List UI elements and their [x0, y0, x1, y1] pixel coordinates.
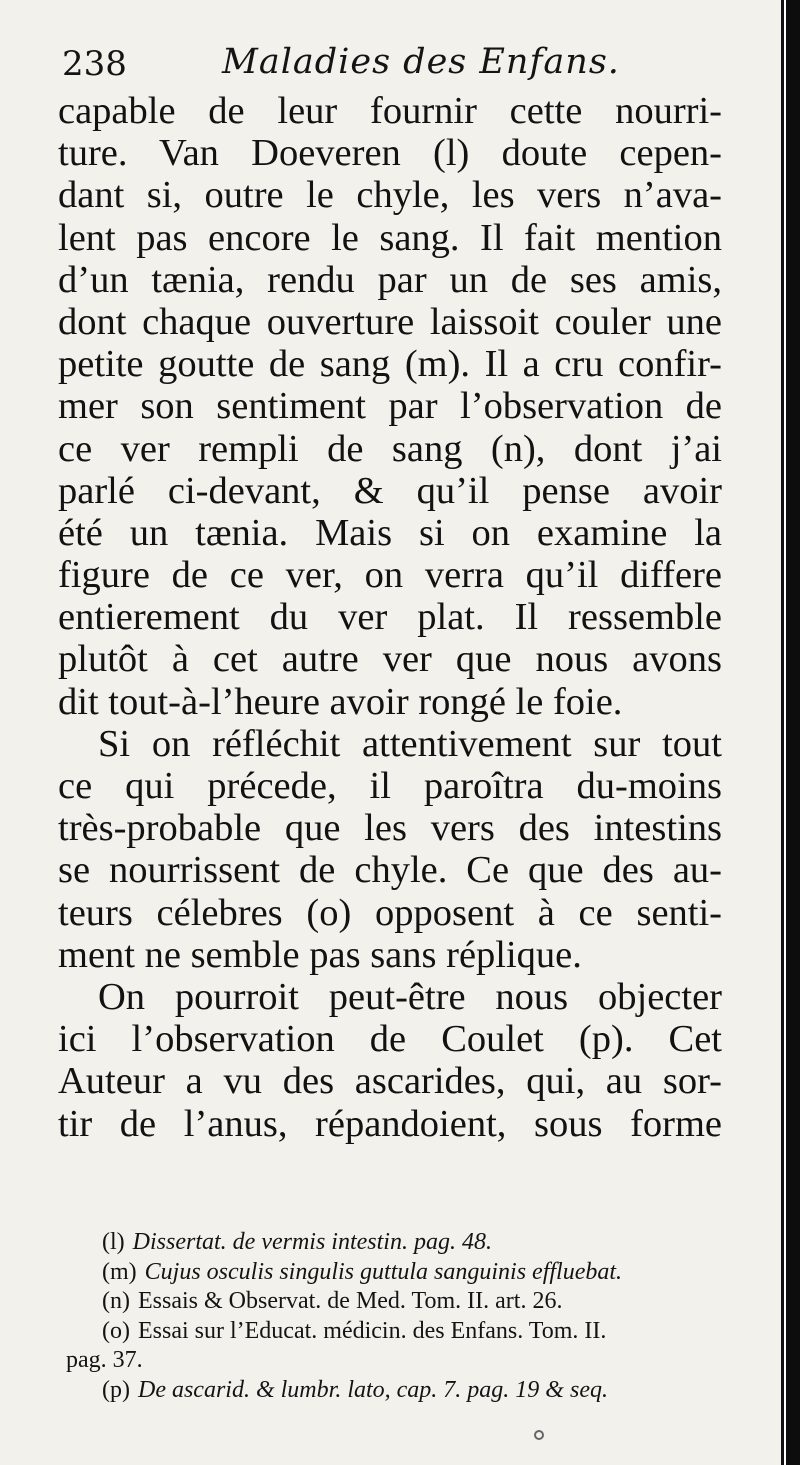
footnote — [58, 1287, 730, 1317]
footnote-text: Essais & Observat. de Med. Tom. II. art. 26. — [137, 1288, 563, 1314]
footnote-marker: (o) — [102, 1317, 130, 1344]
footnote — [58, 1317, 730, 1347]
text-line: Si on réfléchit attentivement sur tout — [98, 722, 722, 765]
footnote — [58, 1376, 730, 1406]
text-line: On pourroit peut-être nous objecter — [98, 975, 722, 1018]
text-line: ment ne semble pas sans réplique. — [58, 933, 582, 976]
ink-mark — [534, 1430, 544, 1440]
footnote — [58, 1258, 730, 1288]
text-line: mer son sentiment par l’observation de — [58, 385, 722, 428]
text-line: dant si, outre le chyle, les vers n’ava- — [58, 174, 722, 217]
text-line: petite goutte de sang (m). Il a cru confir- — [58, 343, 722, 386]
text-line: capable de leur fournir cette nourri- — [58, 90, 722, 132]
text-line: ture. Van Doeveren (l) doute cepen- — [58, 132, 722, 175]
footnotes — [58, 1228, 730, 1405]
footnote-text: Dissertat. de vermis intestin. pag. 48. — [132, 1229, 492, 1255]
text-line: se nourrissent de chyle. Ce que des au- — [58, 849, 722, 892]
text-line: dont chaque ouverture laissoit couler une — [58, 300, 722, 343]
text-line: dit tout-à-l’heure avoir rongé le foie. — [58, 680, 623, 723]
text-line: tir de l’anus, répandoient, sous forme — [58, 1102, 722, 1145]
text-line: été un tænia. Mais si on examine la — [58, 511, 722, 554]
footnote-text: pag. 37. — [66, 1347, 143, 1373]
text-line: ici l’observation de Coulet (p). Cet — [58, 1018, 722, 1061]
text-line: ce ver rempli de sang (n), dont j’ai — [58, 427, 722, 470]
text-line: très-probable que les vers des intestins — [58, 807, 722, 850]
footnote — [58, 1228, 730, 1258]
text-line: parlé ci-devant, & qu’il pense avoir — [58, 469, 722, 512]
page-number: 238 — [62, 44, 127, 84]
footnote-marker: (n) — [102, 1288, 130, 1314]
running-title: Maladies des Enfans. — [222, 42, 620, 82]
text-line: d’un tænia, rendu par un de ses amis, — [58, 258, 722, 301]
footnote-text: Cujus osculis singulis guttula sanguinis effluebat. — [144, 1258, 623, 1285]
footnote-marker: (p) — [102, 1376, 130, 1403]
text-line: teurs célebres (o) opposent à ce senti- — [58, 891, 722, 934]
text-line: lent pas encore le sang. Il fait mention — [58, 216, 722, 259]
text-line: entierement du ver plat. Il ressemble — [58, 596, 722, 639]
body-text — [58, 90, 722, 1145]
footnote-text: De ascarid. & lumbr. lato, cap. 7. pag. 19 & seq. — [137, 1376, 608, 1403]
text-line: figure de ce ver, on verra qu’il differe — [58, 554, 722, 597]
text-line: ce qui précede, il paroîtra du-moins — [58, 765, 722, 807]
footnote-text: Essai sur l’Educat. médicin. des Enfans. Tom. II. — [137, 1317, 607, 1344]
footnote-marker: (m) — [102, 1258, 137, 1285]
footnote-continuation — [58, 1346, 730, 1376]
footnote-marker: (l) — [102, 1229, 125, 1255]
text-line: Auteur a vu des ascarides, qui, au sor- — [58, 1060, 722, 1103]
book-gutter-edge — [786, 0, 800, 1465]
page-header — [62, 40, 722, 90]
text-line: plutôt à cet autre ver que nous avons — [58, 638, 722, 681]
